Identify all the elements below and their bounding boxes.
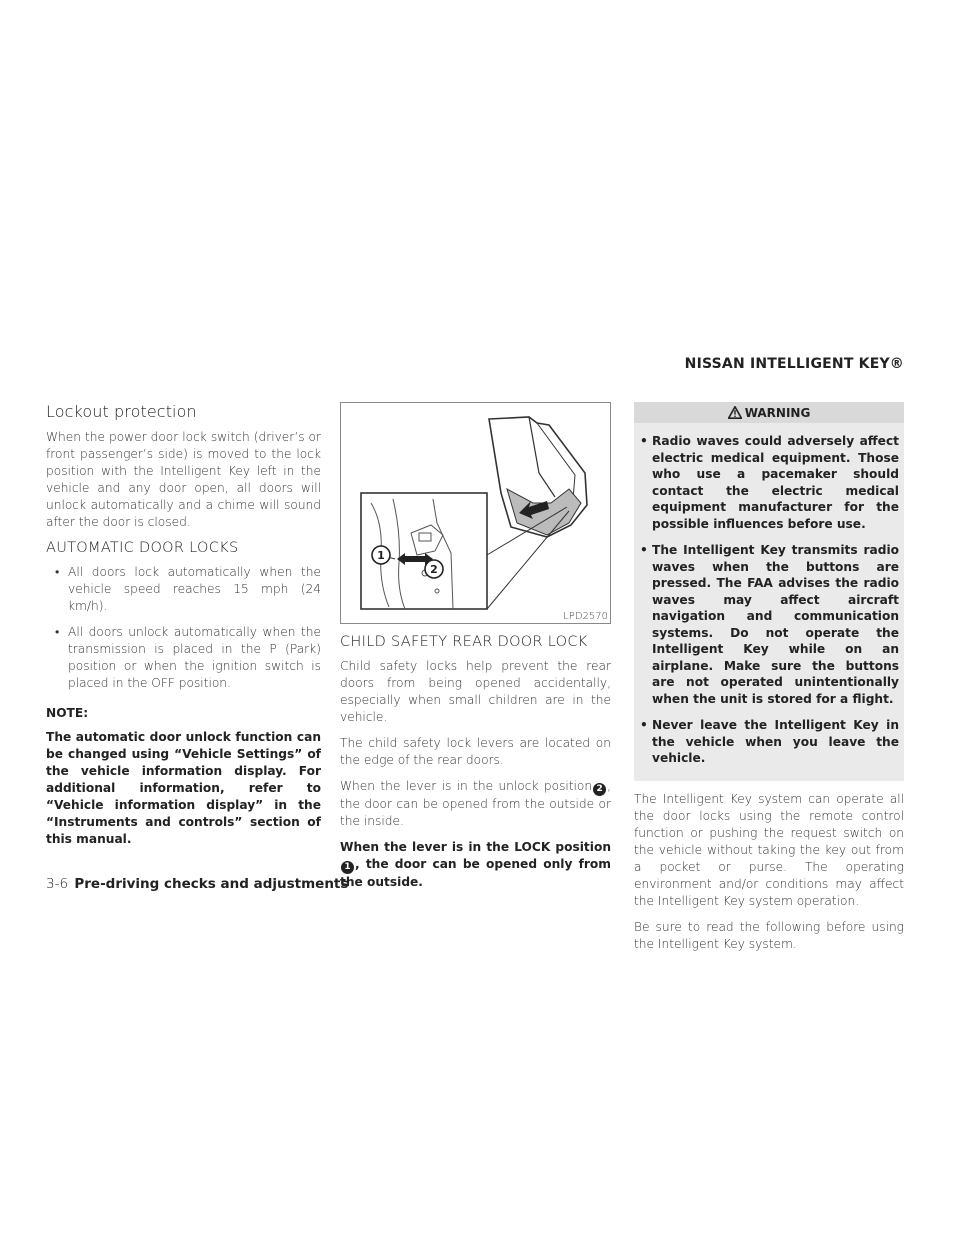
list-item: • All doors unlock automatically when the transmission is placed in the P (Park) position or when the ignition switch is placed in the OFF position. [46, 624, 321, 692]
child-lock-para-2: The child safety lock levers are located on the edge of the rear doors. [340, 736, 611, 767]
list-item: • The Intelligent Key transmits radio waves when the buttons are pressed. The FAA advises the radio waves may affect aircraft navigation and communication systems. Do not operate the Intelligent Key while on an airplane. Make sure the buttons are not operated unintentionally when the unit is stored for a flight. [639, 542, 899, 707]
intelligent-key-para-1: The Intelligent Key system can operate all the door locks using the remote control function or pushing the request switch on the vehicle without taking the key out from a pocket or purse. The operating environment and/or conditions may affect the Intelligent Key system operation. [634, 791, 904, 908]
lockout-paragraph: When the power door lock switch (driver’s or front passenger’s side) is moved to the lock position with the Intelligent Key left in the vehicle and any door open, all doors will unlock automatically and a chime will sound after the door is closed. [46, 430, 321, 529]
page-number: 3-6 [46, 876, 69, 892]
chapter-title: Pre-driving checks and adjustments [74, 876, 349, 892]
warning-box [634, 423, 904, 781]
section-header: NISSAN INTELLIGENT KEY® [684, 356, 904, 372]
column-middle [340, 402, 611, 900]
child-lock-para-1: Child safety locks help prevent the rear doors from being opened accidentally, especially when small children are in the vehicle. [340, 659, 611, 724]
lockout-heading: Lockout protection [46, 402, 197, 421]
callout-2: 2 [430, 563, 438, 576]
warning-title: WARNING [744, 405, 811, 420]
auto-lock-heading: AUTOMATIC DOOR LOCKS [46, 540, 239, 556]
position-1-icon: 1 [341, 861, 354, 874]
warning-list [639, 433, 899, 767]
figure-code: LPD2570 [563, 611, 608, 622]
door-lock-figure [340, 402, 611, 624]
child-lock-heading: CHILD SAFETY REAR DOOR LOCK [340, 634, 588, 650]
callout-1: 1 [377, 549, 385, 562]
list-item: • All doors lock automatically when the vehicle speed reaches 15 mph (24 km/h). [46, 564, 321, 615]
column-left [46, 402, 321, 848]
list-item: • Radio waves could adversely affect electric medical equipment. Those who use a pacemaker should contact the electric medical equipment manufacturer for the possible influences before use. [639, 433, 899, 532]
door-lock-illustration [341, 403, 610, 623]
intelligent-key-para-2: Be sure to read the following before using the Intelligent Key system. [634, 919, 904, 951]
column-right [634, 402, 904, 962]
child-lock-para-4: When the lever is in the LOCK position1 , the door can be opened only from the outside. [340, 840, 611, 889]
list-item: • Never leave the Intelligent Key in the vehicle when you leave the vehicle. [639, 717, 899, 767]
note-label: NOTE: [46, 706, 89, 720]
auto-lock-list [46, 564, 321, 692]
note-text: The automatic door unlock function can be changed using “Vehicle Settings” of the vehicle information display. For additional information, refer to “Vehicle information display” in the “Instruments and controls” section of this manual. [46, 730, 321, 846]
position-2-icon: 2 [593, 783, 606, 796]
page-footer [46, 876, 348, 892]
warning-icon [728, 406, 742, 419]
child-lock-para-3: When the lever is in the unlock position 2 , the door can be opened from the outside or the inside. [340, 779, 611, 828]
warning-header [634, 402, 904, 423]
